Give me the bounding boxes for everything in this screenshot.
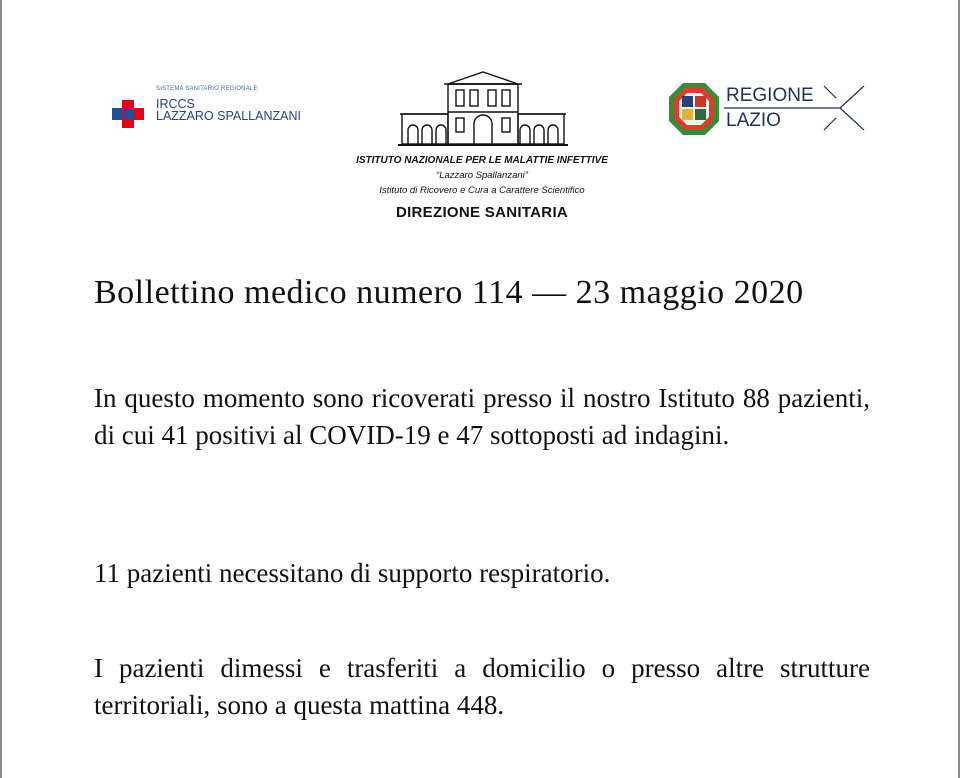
- bulletin-title: Bollettino medico numero 114 — 23 maggio 2020: [94, 274, 804, 311]
- regione-lazio-logo: [668, 82, 868, 138]
- bulletin-paragraph-discharged: I pazienti dimessi e trasferiti a domicilio o presso altre strutture territoriali, sono a questa mattina 448.: [94, 653, 870, 720]
- institute-description: Istituto di Ricovero e Cura a Carattere Scientifico: [379, 185, 585, 196]
- logo-left-line1: IRCCS: [156, 97, 195, 111]
- bulletin-paragraph-respiratory: 11 pazienti necessitano di supporto respiratorio.: [94, 558, 611, 588]
- medical-cross-icon: [110, 98, 146, 130]
- institute-nickname: “Lazzaro Spallanzani”: [436, 170, 528, 181]
- logo-left-subtitle: SISTEMA SANITARIO REGIONALE: [156, 86, 258, 92]
- institute-name: ISTITUTO NAZIONALE PER LE MALATTIE INFETTIVE: [356, 155, 608, 166]
- lazio-label: LAZIO: [726, 110, 781, 131]
- logo-left-line2: LAZZARO SPALLANZANI: [156, 109, 301, 123]
- spallanzani-logo: [110, 86, 340, 130]
- regione-label: REGIONE: [726, 85, 814, 106]
- regione-lazio-emblem-icon: [668, 82, 720, 136]
- institute-building-icon: [398, 68, 568, 148]
- bulletin-paragraph-hospitalized: In questo momento sono ricoverati presso il nostro Istituto 88 pazienti, di cui 41 positivi al COVID-19 e 47 sottoposti ad indagini.: [94, 383, 870, 450]
- department-title: DIREZIONE SANITARIA: [395, 204, 569, 221]
